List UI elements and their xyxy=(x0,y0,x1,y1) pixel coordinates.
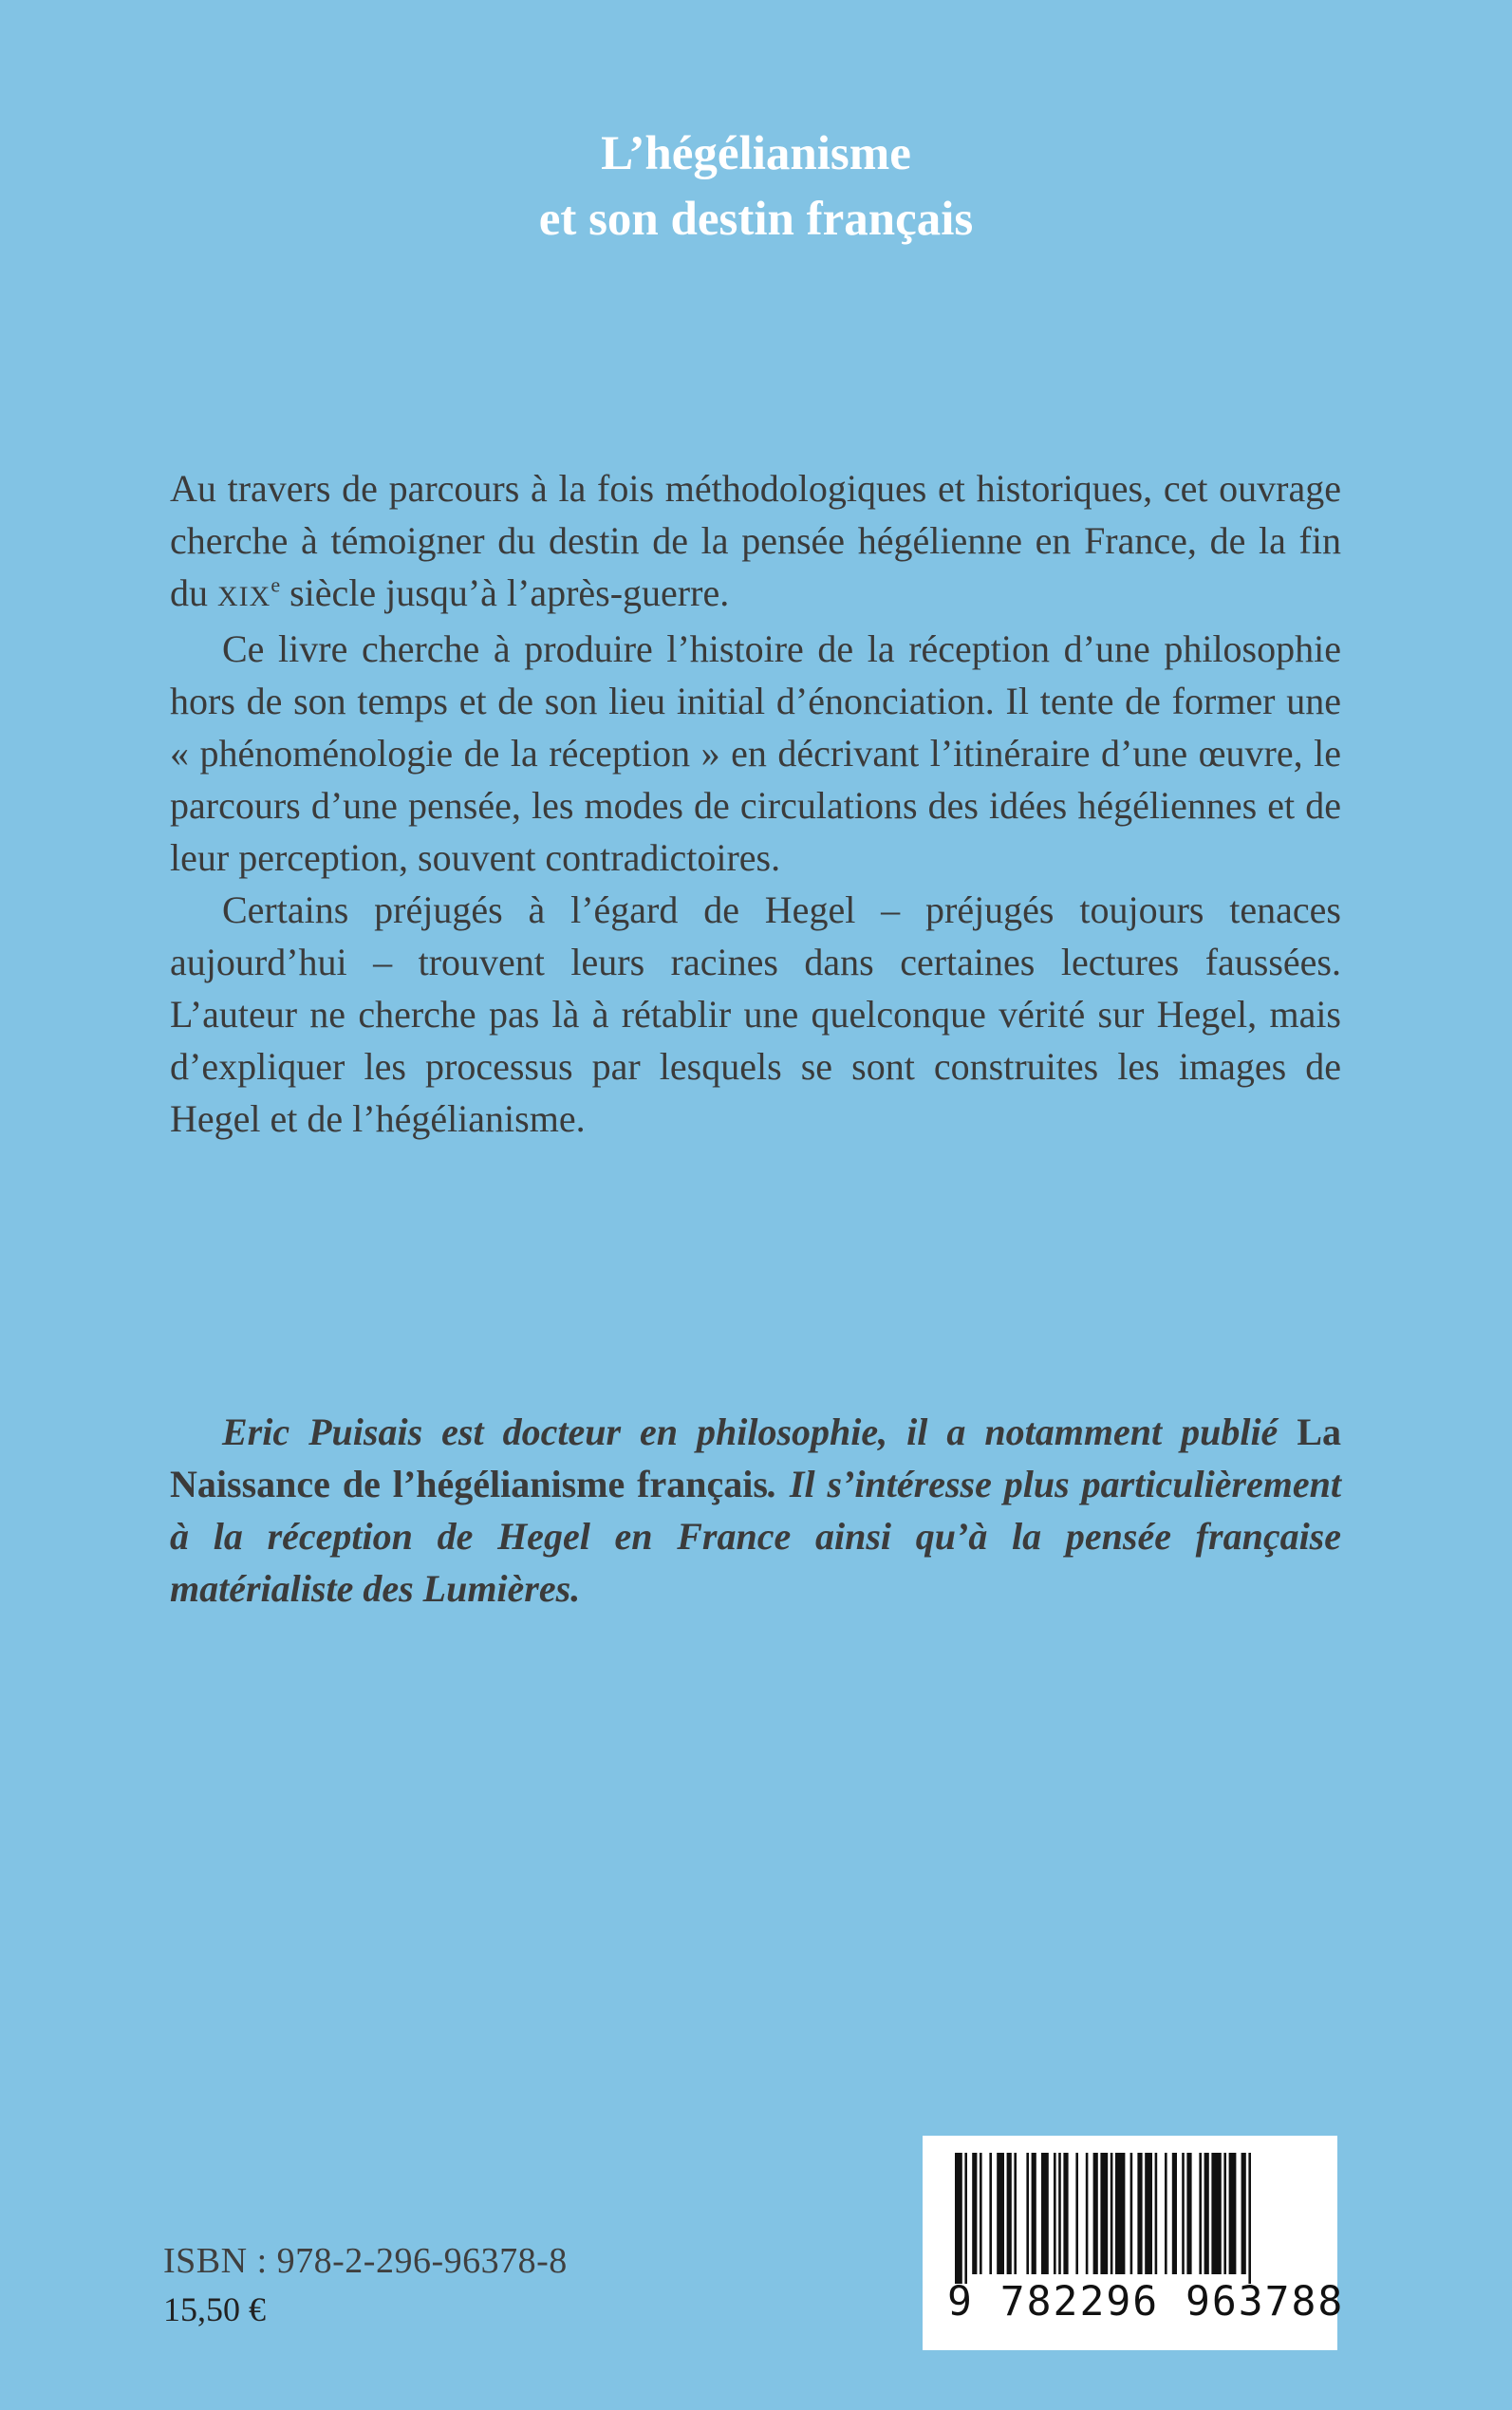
barcode-bar xyxy=(964,2153,967,2284)
barcode-bar xyxy=(1145,2153,1152,2274)
barcode-bar xyxy=(1186,2153,1191,2274)
barcode-bar xyxy=(1063,2153,1068,2274)
barcode-bar xyxy=(1032,2153,1036,2274)
barcode-bar xyxy=(1093,2153,1098,2274)
summary-paragraph-3: Certains préjugés à l’égard de Hegel – préjugés toujours tenaces aujourd’hui – trouvent leurs racines dans certaines lectures faussées. L’auteur ne cherche pas là à rétablir une quelconque vérité sur Hegel, mais d’expliquer les processus par lesquels se sont construites les images de Hegel et de l’hégélianisme. xyxy=(170,888,1341,1140)
author-bio: Eric Puisais est docteur en philosophie, il a notamment publié La Naissance de l’hégélianisme français. Il s’intéresse plus particulièrement à la réception de Hegel en France ainsi qu’à la pensée française matérialiste des Lumières. xyxy=(170,1411,1342,1610)
barcode-bar xyxy=(1165,2153,1167,2274)
barcode-bar xyxy=(1041,2153,1049,2274)
barcode-bar xyxy=(1058,2153,1061,2274)
price: 15,50 € xyxy=(163,2290,266,2328)
barcode-bar xyxy=(1115,2153,1125,2274)
barcode-bar xyxy=(1075,2153,1078,2274)
barcode-bar xyxy=(1241,2153,1246,2274)
barcode-bar xyxy=(1086,2153,1089,2274)
book-title xyxy=(0,121,1512,252)
book-reference: La Naissance de l’hégélianisme français xyxy=(170,1411,1342,1505)
barcode-bar xyxy=(989,2153,992,2274)
summary-paragraph-1: Au travers de parcours à la fois méthodologiques et historiques, cet ouvrage cherche à témoigner du destin de la pensée hégélienne en France, de la fin du XIXe siècle jusqu’à l’après-guerre. xyxy=(170,467,1341,614)
barcode-bar xyxy=(1211,2153,1221,2274)
barcode-bar xyxy=(1111,2153,1113,2274)
title-line-1: L’hégélianisme xyxy=(601,127,911,180)
isbn: ISBN : 978-2-296-96378-8 xyxy=(163,2241,568,2281)
barcode-bar xyxy=(1204,2153,1209,2274)
barcode-bar xyxy=(997,2153,1004,2274)
barcode-digits: 9 782296 963788 xyxy=(947,2278,1345,2326)
barcode-bar xyxy=(1014,2153,1017,2274)
summary-paragraph-2: Ce livre cherche à produire l’histoire de la réception d’une philosophie hors de son temps et de son lieu initial d’énonciation. Il tente de former une « phénoménologie de la réception » en décrivant l’itinéraire d’une œuvre, le parcours d’une pensée, les modes de circulations des idées hégéliennes et de leur perception, souvent contradictoires. xyxy=(170,627,1341,879)
barcode-bar xyxy=(1182,2153,1185,2274)
barcode-bar xyxy=(1054,2153,1056,2274)
barcode-bar xyxy=(1229,2153,1237,2274)
century-numeral: XIX xyxy=(217,581,271,612)
barcode-bar xyxy=(1026,2153,1029,2274)
barcode-bar xyxy=(955,2153,962,2284)
barcode xyxy=(923,2136,1345,2350)
author-name: Eric Puisais xyxy=(222,1411,423,1453)
summary-text xyxy=(170,462,1341,1145)
title-line-2: et son destin français xyxy=(538,193,974,246)
barcode-bar xyxy=(972,2153,977,2274)
barcode-bar xyxy=(1199,2153,1202,2274)
barcode-bar xyxy=(1137,2153,1142,2274)
barcode-bar xyxy=(1155,2153,1158,2274)
barcode-bar xyxy=(1172,2153,1177,2274)
barcode-bar xyxy=(1248,2153,1251,2284)
barcode-bar xyxy=(1130,2153,1133,2274)
barcode-bar xyxy=(1007,2153,1012,2274)
barcode-bar xyxy=(980,2153,982,2274)
barcode-bar xyxy=(1223,2153,1226,2274)
barcode-bar xyxy=(1100,2153,1108,2274)
